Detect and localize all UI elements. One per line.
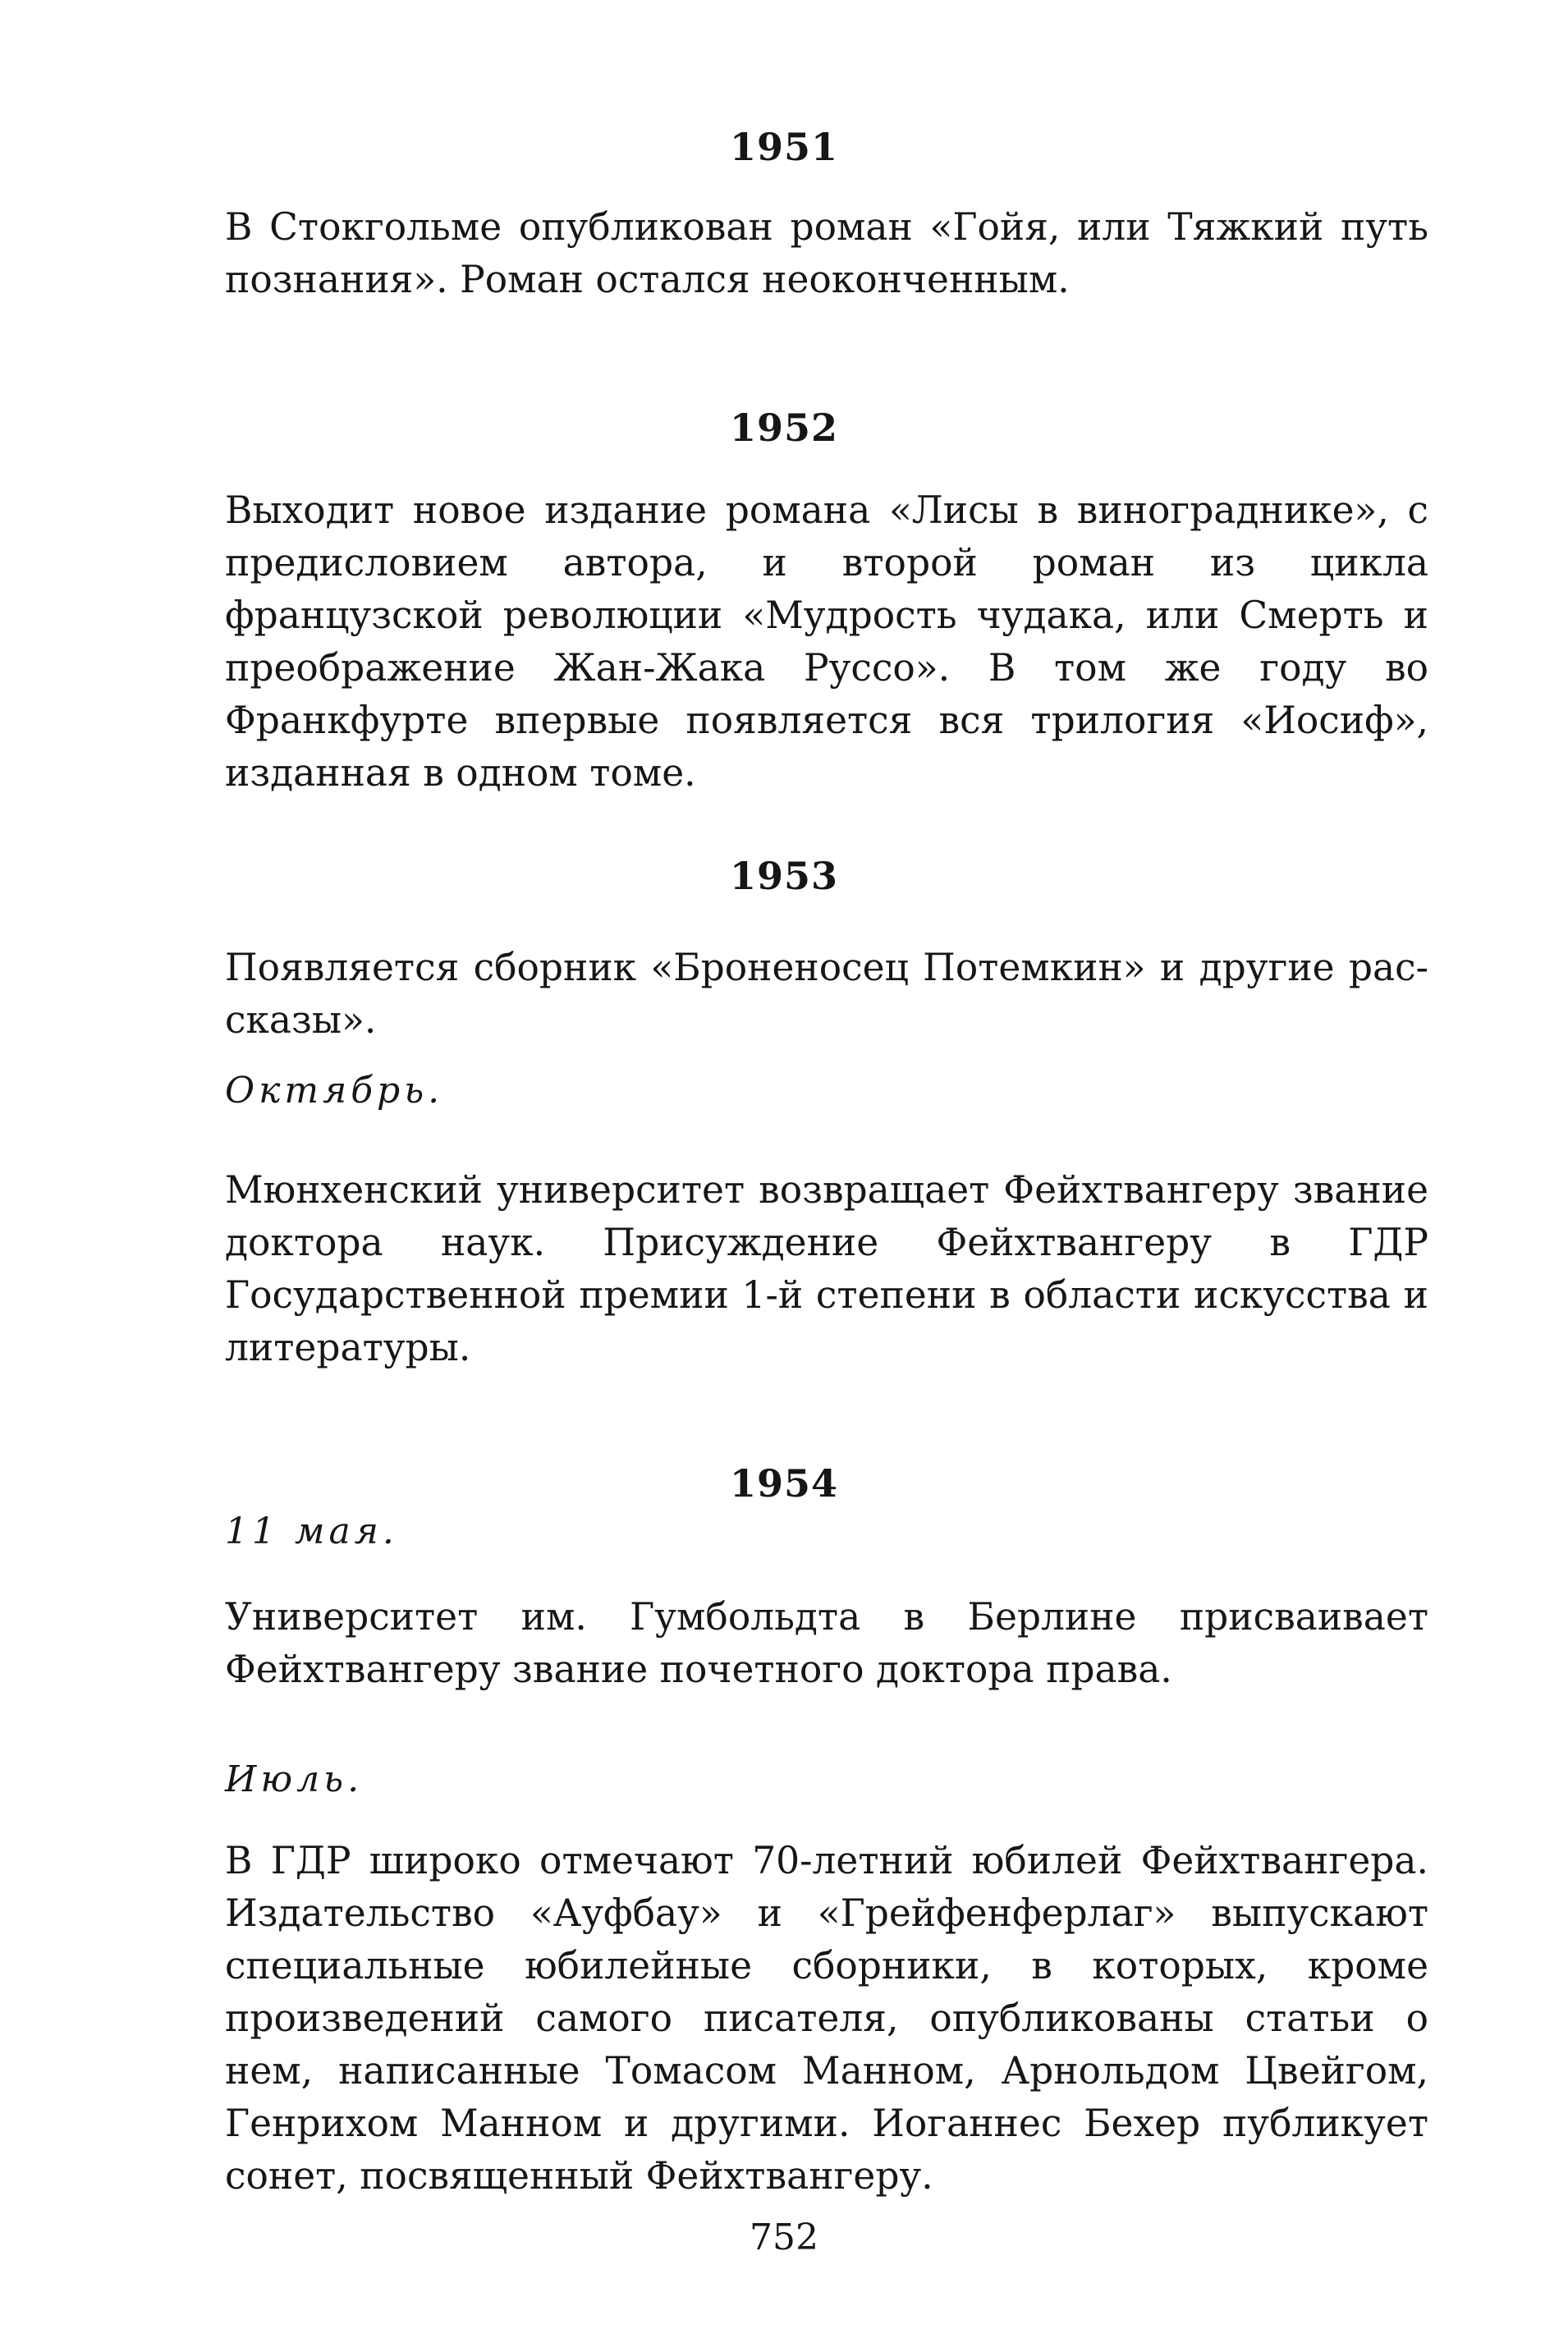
year-heading-1954: 1954 [729, 1461, 839, 1506]
paragraph-1953-october: Мюнхенский университет возвращает Фейхтвангеру звание доктора наук. Присуждение Фейхтвангеру в ГДР Государственной премии 1-й степени в области искусства и литературы. [225, 1168, 1428, 1369]
year-heading-1952: 1952 [729, 406, 839, 450]
date-label-july: Июль. [225, 1758, 364, 1800]
page-number: 752 [750, 2217, 818, 2258]
paragraph-1954-july: В ГДР широко отмечают 70-летний юбилей Фейхтвангера. Издательство «Ауфбау» и «Грейфенферлаг» выпускают специальные юбилейные сборники, в которых, кроме произведений самого писателя, опубликованы статьи о нем, написанные Томасом Манном, Арнольдом Цвейгом, Генрихом Манном и другими. Иоганнес Бехер публикует сонет, посвященный Фейхтвангеру. [225, 1839, 1428, 2198]
date-label-october: Октябрь. [225, 1070, 444, 1112]
year-heading-1951: 1951 [729, 125, 839, 169]
paragraph-1954-may: Университет им. Гумбольдта в Берлине присваивает Фейхтвангеру звание почетного доктора права. [225, 1595, 1428, 1691]
date-label-may-11: 11 мая. [225, 1511, 398, 1552]
paragraph-1953: Появляется сборник «Броненосец Потемкин» и другие рассказы». [225, 946, 1428, 1042]
paragraph-1951: В Стокгольме опубликован роман «Гойя, или Тяжкий путь познания». Роман остался неоконченным. [225, 205, 1428, 301]
year-heading-1953: 1953 [729, 854, 839, 898]
paragraph-1952: Выходит новое издание романа «Лисы в винограднике», с предисловием автора, и второй роман из цикла французской революции «Мудрость чудака, или Смерть и преображение Жан-Жака Руссо». В том же году во Франкфурте впервые появляется вся трилогия «Иосиф», изданная в одном томе. [225, 488, 1428, 795]
